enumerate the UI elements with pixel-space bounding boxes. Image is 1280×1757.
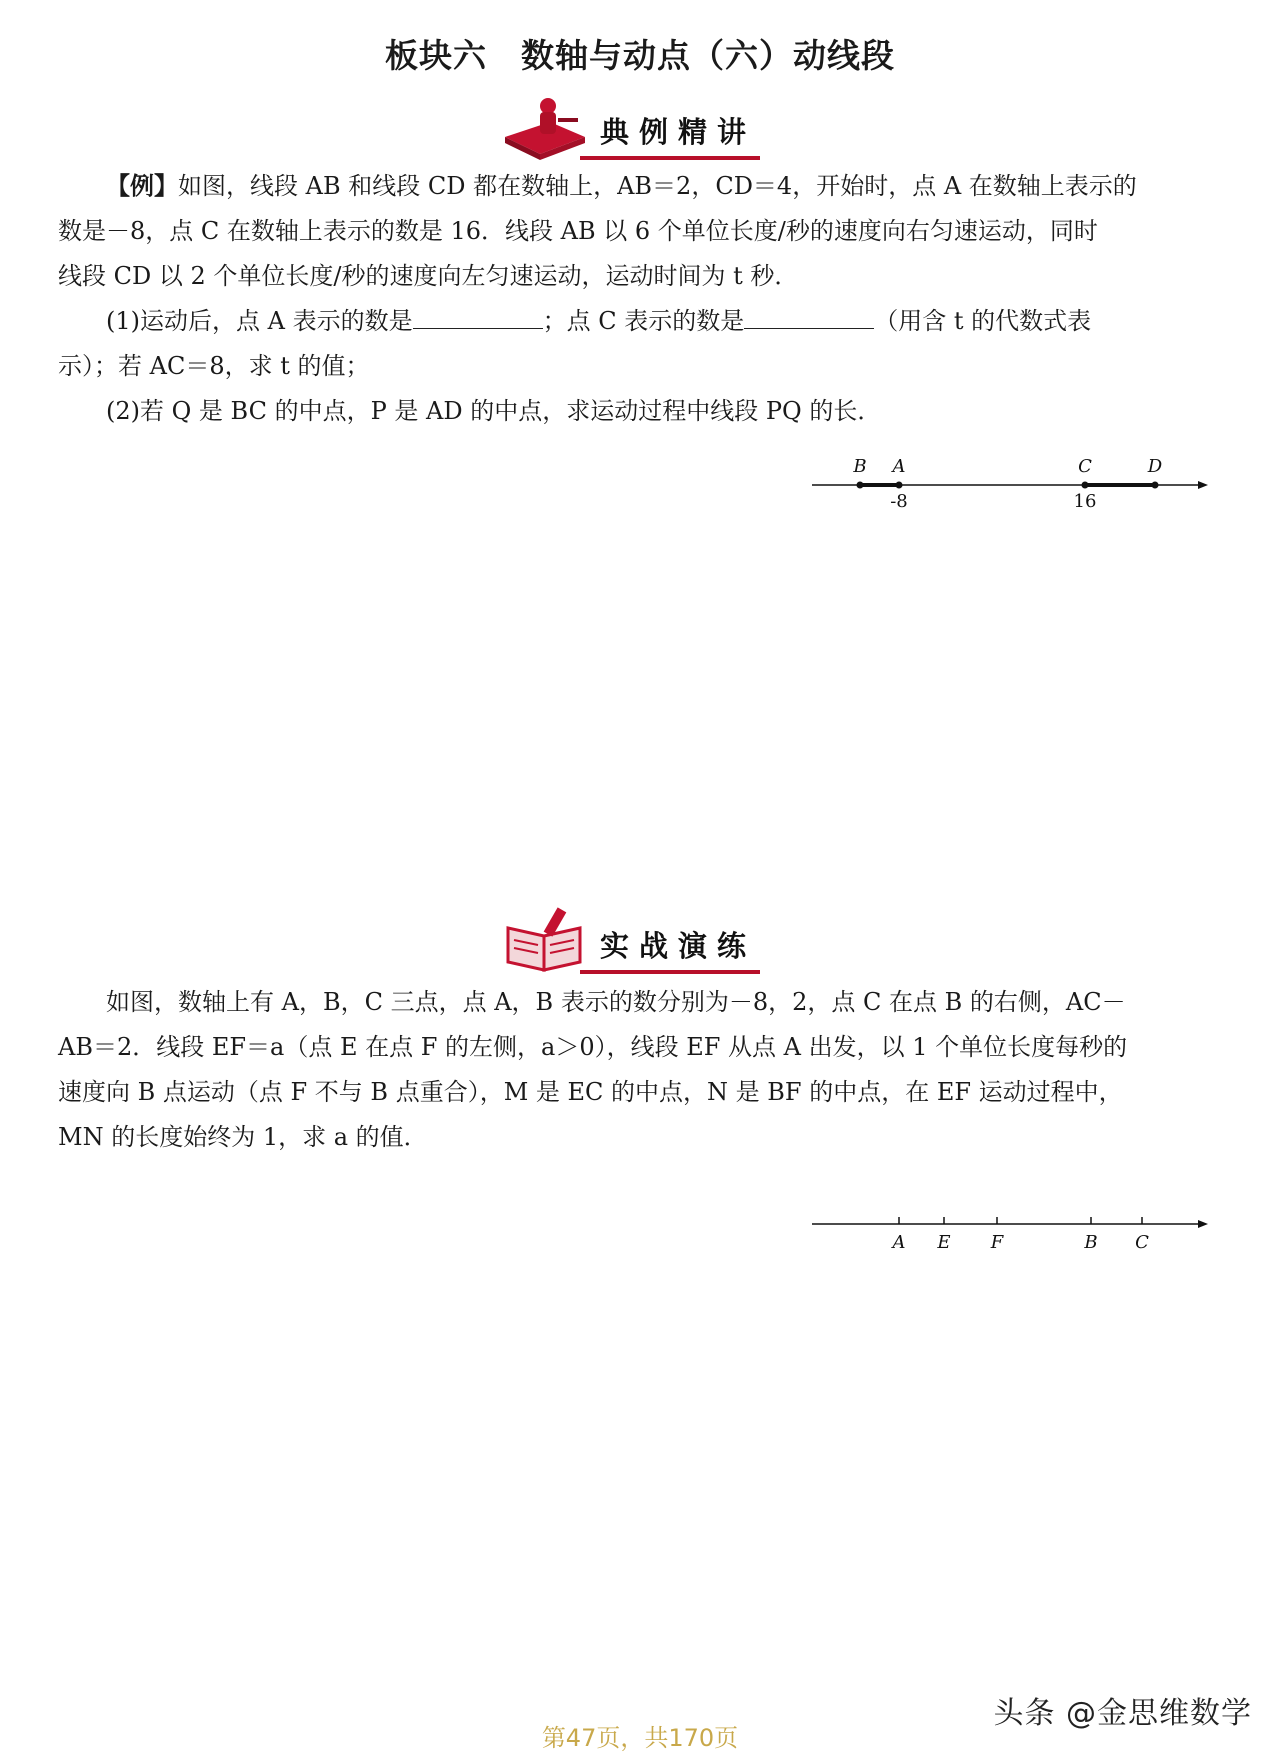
- answer-blank[interactable]: [413, 304, 543, 329]
- section-title: 典例精讲: [600, 115, 757, 149]
- point-label: B: [1084, 1232, 1098, 1253]
- answer-blank[interactable]: [744, 304, 874, 329]
- point-label: C: [1078, 456, 1092, 477]
- section-header-examples: [500, 92, 800, 162]
- point-d: [1152, 482, 1159, 489]
- section-header-practice: [500, 906, 800, 976]
- point-label: B: [853, 456, 867, 477]
- point-a: [896, 482, 903, 489]
- book-icon: [500, 906, 590, 976]
- point-label: D: [1147, 456, 1163, 477]
- point-label: C: [1135, 1232, 1149, 1253]
- example-problem: [58, 164, 1216, 434]
- point-c: [1082, 482, 1089, 489]
- question-1-text: ；点 C 表示的数是: [542, 307, 745, 335]
- example-tag: 【例】: [106, 172, 178, 200]
- question-2-text: (2)若 Q 是 BC 的中点，P 是 AD 的中点，求运动过程中线段 PQ 的长．: [106, 397, 882, 425]
- page-title: 板块六 数轴与动点（六）动线段: [385, 36, 895, 75]
- number-line-figure-1: [810, 450, 1210, 520]
- tick-value: 16: [1073, 491, 1097, 512]
- practice-line: 如图，数轴上有 A，B，C 三点，点 A，B 表示的数分别为－8，2，点 C 在点 B 的右侧，AC－: [106, 988, 1126, 1016]
- question-1-text: 示）；若 AC＝8，求 t 的值；: [58, 352, 370, 380]
- number-line-figure-2: [810, 1208, 1210, 1268]
- practice-line: AB＝2．线段 EF＝a（点 E 在点 F 的左侧，a＞0），线段 EF 从点 A 出发，以 1 个单位长度每秒的: [58, 1033, 1128, 1061]
- point-label: A: [892, 456, 906, 477]
- watermark: 头条 @金思维数学: [993, 1696, 1252, 1731]
- point-label: F: [990, 1232, 1004, 1253]
- example-line: 线段 CD 以 2 个单位长度/秒的速度向左匀速运动，运动时间为 t 秒．: [58, 262, 799, 290]
- practice-line: 速度向 B 点运动（点 F 不与 B 点重合），M 是 EC 的中点，N 是 BF 的中点，在 EF 运动过程中，: [58, 1078, 1123, 1106]
- teacher-desk-icon: [500, 92, 590, 162]
- tick-value: -8: [890, 491, 908, 512]
- section-title: 实战演练: [600, 929, 757, 963]
- example-line: 如图，线段 AB 和线段 CD 都在数轴上，AB＝2，CD＝4，开始时，点 A 在数轴上表示的: [178, 172, 1137, 200]
- page-number: 第47页，共170页: [541, 1724, 739, 1752]
- practice-line: MN 的长度始终为 1，求 a 的值．: [58, 1123, 428, 1151]
- point-b: [857, 482, 864, 489]
- practice-problem: [58, 980, 1216, 1160]
- example-line: 数是－8，点 C 在数轴上表示的数是 16．线段 AB 以 6 个单位长度/秒的速度向右匀速运动，同时: [58, 217, 1098, 245]
- question-1-text: （用含 t 的代数式表: [874, 307, 1092, 335]
- point-label: E: [937, 1232, 951, 1253]
- axis-arrow: [1198, 1220, 1208, 1228]
- point-label: A: [892, 1232, 906, 1253]
- question-1-text: (1)运动后，点 A 表示的数是: [106, 307, 413, 335]
- axis-arrow: [1198, 481, 1208, 489]
